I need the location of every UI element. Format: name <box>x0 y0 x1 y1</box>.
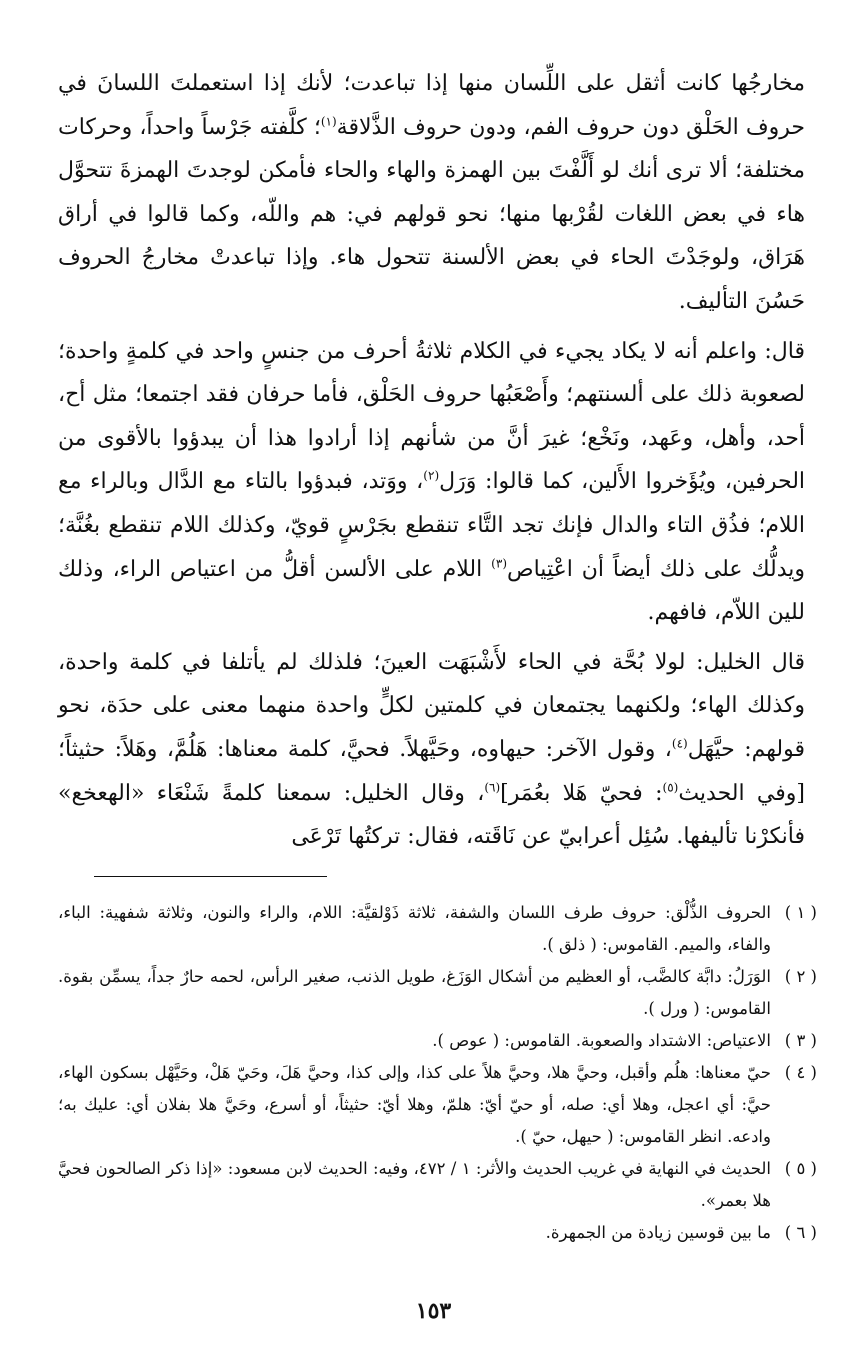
paragraph-3-text-b: ، وقول الآخر: حيهاوه، وحَيَّهلاً. فحيَّ، كلمة معناها: هَلُمَّ، وهَلاً: حثيثاً؛ [وفي الحديث <box>58 736 805 806</box>
footnote-number: ( ٣ ) <box>784 1031 817 1050</box>
footnote-number: ( ٤ ) <box>784 1063 817 1082</box>
footnote-number: ( ٢ ) <box>784 967 817 986</box>
footnote-ref-1: (١) <box>320 114 337 129</box>
footnote-1 <box>58 897 817 961</box>
footnote-separator <box>94 876 327 877</box>
paragraph-1-text-a: مخارجُها كانت أثقل على اللِّسان منها إذا تباعدت؛ لأنك إذا استعملتَ اللسانَ في حروف الحَلْق دون حروف الفم، ودون حروف الذَّلاقة <box>58 71 805 140</box>
paragraph-2 <box>58 330 805 635</box>
paragraph-3-text-c: : فحيّ هَلا بعُمَر] <box>500 780 663 806</box>
paragraph-2-text-a: قال: واعلم أنه لا يكاد يجيء في الكلام ثلاثةُ أحرف من جنسٍ واحد في كلمةٍ واحدة؛ لصعوبة ذلك على ألسنتهم؛ وأَصْعَبُها حروف الحَلْق، فأما حرفان فقد اجتمعا؛ مثل أح، أحد، وأهل، وعَهد، ونَخْع؛ غيرَ أنَّ من شأنهم إذا أرادوا هذا أن يبدؤوا بالأقوى من الحرفين، ويُؤَخروا الأَلين، كما قالوا: وَرَل <box>58 338 806 495</box>
footnote-number: ( ٥ ) <box>784 1159 817 1178</box>
footnote-6 <box>58 1217 817 1249</box>
paragraph-1-text-b: ؛ كلَّفته جَرْساً واحداً، وحركات مختلفة؛ ألا ترى أنك لو أَلَّفْتَ بين الهمزة والهاء والحاء فأمكن لوجدتَ الهمزةَ تتحوَّل هاء في بعض اللغات لقُرْبها منها؛ نحو قولهم في: هم واللّه، وكما قالوا في أراق هَرَاق، ولوجَدْتَ الحاء في بعض الألسنة تتحول هاء. وإذا تباعدتْ مخارجُ الحروف حَسُنَ التأليف. <box>58 114 805 314</box>
footnote-5 <box>58 1153 817 1217</box>
footnote-ref-3: (٣) <box>491 556 507 571</box>
footnote-text: الاعتياص: الاشتداد والصعوبة. القاموس: ( عوص ). <box>432 1031 771 1050</box>
paragraph-2-text-c: اللام على الألسن أقلُّ من اعتياص الراء، وذلك للين اللاّم، فافهم. <box>58 556 805 626</box>
paragraph-3-text-a: قال الخليل: لولا بُحَّة في الحاء لأَشْبَهَت العينَ؛ فلذلك لم يأتلفا في كلمة واحدة، وكذلك الهاء؛ ولكنهما يجتمعان في كلمتين لكلٍّ واحدة منهما معنى على حدَة، نحو قولهم: حيَّهَل <box>58 649 805 762</box>
footnote-ref-2: (٢) <box>423 469 440 484</box>
footnote-ref-5: (٥) <box>662 780 679 795</box>
footnote-text: الوَرَلُ: دابَّة كالضَّب، أو العظيم من أشكال الوَزَغ، طويل الذنب، صغير الرأس، لحمه حارٌ جداً، يسمِّن بقوة. القاموس: ( ورل ). <box>58 967 771 1018</box>
page-number: ١٥٣ <box>415 1298 452 1324</box>
footnote-text: الحروف الذُّلْق: حروف طرف اللسان والشفة، ثلاثة ذَوْلقيَّة: اللام، والراء والنون، وثلاثة شفهية: الباء، والفاء، والميم. القاموس: ( ذلق ). <box>58 903 771 954</box>
paragraph-3 <box>58 641 805 859</box>
footnotes <box>58 897 817 1249</box>
footnote-number: ( ١ ) <box>784 903 817 922</box>
footnote-text: الحديث في النهاية في غريب الحديث والأثر: ١ / ٤٧٢، وفيه: الحديث لابن مسعود: «إذا ذكر الصالحون فحيَّ هلا بعمر». <box>58 1159 771 1210</box>
footnote-ref-6: (٦) <box>484 780 501 795</box>
paragraph-1 <box>58 62 805 324</box>
footnote-2 <box>58 961 817 1025</box>
footnote-ref-4: (٤) <box>671 736 688 751</box>
footnote-3 <box>58 1025 817 1057</box>
footnote-4 <box>58 1057 817 1153</box>
main-text <box>58 62 805 859</box>
footnote-text: ما بين قوسين زيادة من الجمهرة. <box>545 1223 771 1242</box>
paragraph-2-text-b: ، ووَتد، فبدؤوا بالتاء مع الدَّال وبالراء مع اللام؛ فذُق التاء والدال فإنك تجد التَّاء تنقطع بجَرْسٍ قويّ، وكذلك اللام تنقطع بغُنَّة؛ ويدلُّك على ذلك أيضاً أن اعْتِياص <box>58 469 806 582</box>
footnote-number: ( ٦ ) <box>784 1223 817 1242</box>
footnote-text: حيّ معناها: هلُم وأقبل، وحيَّ هلا، وحيَّ هلاً على كذا، وإلى كذا، وحيَّ هَلَ، وحَيّ هَلْ، وحَيَّهْل بسكون الهاء، حيَّ: أي اعجل، وهلا أي: صله، أو حيّ أيّ: هلمّ، وهلا أيّ: حثيثاً، أو أسرع، وحَيَّ هلا بفلان أي: عليك به؛ وادعه. انظر القاموس: ( حيهل، حيّ ). <box>58 1063 771 1146</box>
paragraph-3-text-d: ، وقال الخليل: سمعنا كلمةً شَنْعَاء «الهعخع» فأنكرْنا تأليفها. سُئِل أعرابيّ عن نَاقَته، فقال: تركتُها تَرْعَى <box>58 780 805 850</box>
